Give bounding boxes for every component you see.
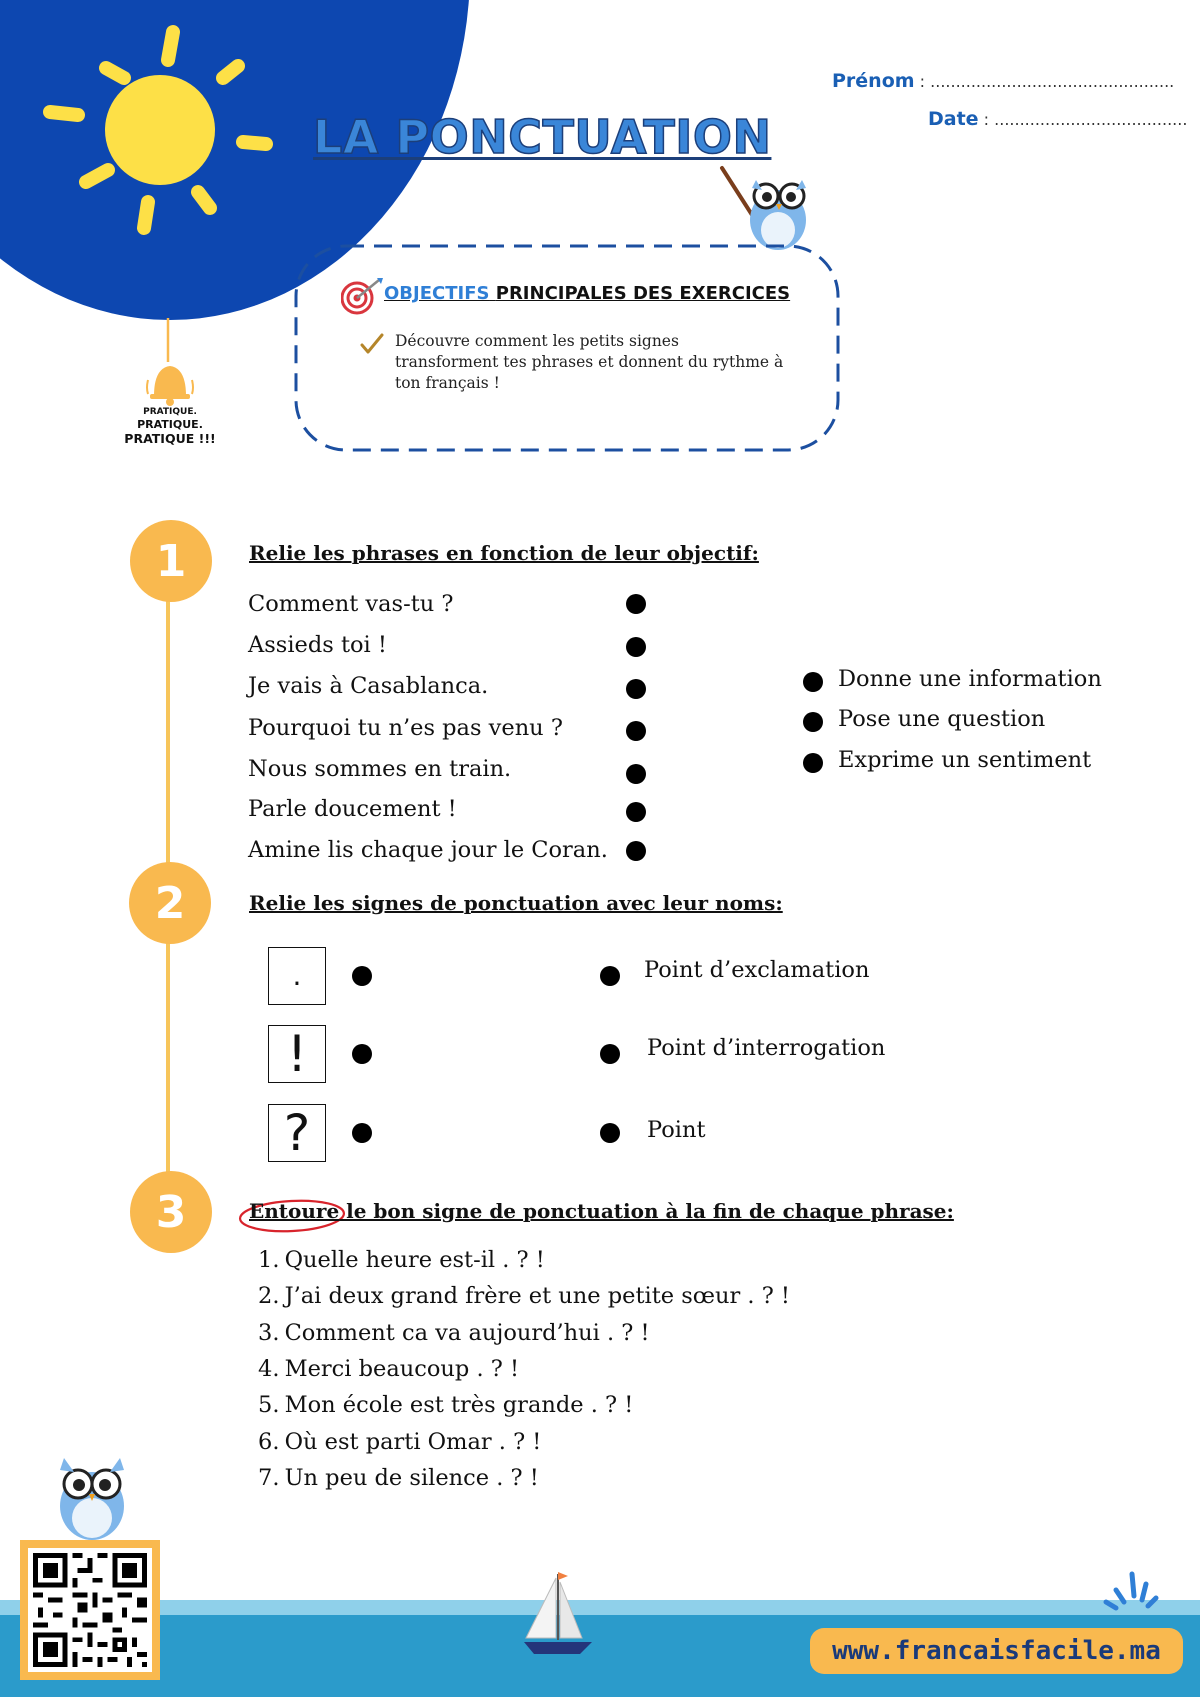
list-item [258,1320,650,1346]
date-field[interactable] [928,108,1187,130]
ex2-name: Point d’exclamation [644,957,870,983]
exercise-3-heading-rest: le bon signe de ponctuation à la fin de chaque phrase: [339,1199,954,1223]
ex1-objective: Exprime un sentiment [838,747,1092,773]
ex2-sign-dot[interactable] [352,1044,372,1064]
list-item-text[interactable]: Merci beaucoup . ? ! [284,1356,519,1382]
ex1-sentence-dot[interactable] [626,721,646,741]
list-item-text[interactable]: Quelle heure est-il . ? ! [284,1247,545,1273]
sailboat-icon [520,1568,596,1658]
ex1-sentence-dot[interactable] [626,637,646,657]
ex1-sentence-dot[interactable] [626,679,646,699]
ex1-sentence: Parle doucement ! [248,796,457,822]
bell-text-line3: PRATIQUE !!! [124,431,216,446]
list-item [258,1356,519,1382]
objectives-title-blue: OBJECTIFS [384,283,490,304]
ex2-name: Point [647,1117,706,1143]
ex2-name: Point d’interrogation [647,1035,886,1061]
list-item-text[interactable]: J’ai deux grand frère et une petite sœur . ? ! [284,1283,790,1309]
list-item-number: 7. [258,1465,280,1491]
sign-box-period: . [268,947,326,1005]
list-item [258,1465,539,1491]
list-item [258,1283,790,1309]
list-item-number: 4. [258,1356,280,1382]
ex1-sentence: Assieds toi ! [248,632,387,658]
date-colon: : [983,110,990,129]
prenom-label: Prénom [832,70,915,92]
list-item-text[interactable]: Où est parti Omar . ? ! [284,1429,542,1455]
list-item-number: 2. [258,1283,280,1309]
objectives-title [384,283,790,304]
ex1-sentence: Amine lis chaque jour le Coran. [248,837,608,863]
date-label: Date [928,108,979,130]
prenom-line[interactable]: ................................................ [930,72,1175,91]
list-item-number: 5. [258,1392,280,1418]
objectives-text: Découvre comment les petits signes transforment tes phrases et donnent du rythme à ton français ! [395,332,784,392]
sign-box-question: ? [268,1104,326,1162]
bell-text-line1: PRATIQUE. [143,407,197,417]
ex2-sign-dot[interactable] [352,966,372,986]
ex1-objective-dot[interactable] [803,753,823,773]
list-item [258,1247,545,1273]
ex2-sign-dot[interactable] [352,1123,372,1143]
list-item-number: 3. [258,1320,280,1346]
website-url[interactable]: www.francaisfacile.ma [810,1628,1183,1674]
prenom-field[interactable] [832,70,1174,92]
bell-text-line2: PRATIQUE. [137,418,203,431]
ex1-objective: Donne une information [838,666,1102,692]
list-item-number: 1. [258,1247,280,1273]
ex1-sentence: Nous sommes en train. [248,756,512,782]
exercise-3-number: 3 [130,1171,212,1253]
prenom-colon: : [919,72,926,91]
objectives-title-rest: PRINCIPALES DES EXERCICES [495,283,791,304]
ex1-sentence: Pourquoi tu n’es pas venu ? [248,715,563,741]
list-item-text[interactable]: Mon école est très grande . ? ! [284,1392,634,1418]
bell-icon [144,318,196,408]
exercise-2-heading: Relie les signes de ponctuation avec leur noms: [249,891,783,915]
list-item [258,1392,633,1418]
ex1-sentence: Je vais à Casablanca. [248,673,489,699]
ex1-sentence: Comment vas-tu ? [248,591,454,617]
exercise-1-number: 1 [130,520,212,602]
splash-icon [1100,1568,1160,1616]
ex1-sentence-dot[interactable] [626,841,646,861]
exercise-3-heading-circled: Entoure [249,1199,340,1223]
exercise-2-number: 2 [129,862,211,944]
ex2-name-dot[interactable] [600,966,620,986]
list-item [258,1429,541,1455]
target-icon [341,276,385,316]
ex1-objective: Pose une question [838,706,1046,732]
exercise-1-heading: Relie les phrases en fonction de leur objectif: [249,541,759,565]
date-line[interactable]: ...................................... [994,110,1188,129]
exercise-3-heading [249,1199,954,1223]
list-item-text[interactable]: Un peu de silence . ? ! [284,1465,539,1491]
list-item-text[interactable]: Comment ca va aujourd’hui . ? ! [284,1320,650,1346]
ex2-name-dot[interactable] [600,1044,620,1064]
qr-code-icon[interactable] [28,1548,152,1672]
sun-icon [38,20,278,240]
owl-icon [48,1444,136,1544]
ex2-name-dot[interactable] [600,1123,620,1143]
ex1-objective-dot[interactable] [803,712,823,732]
checkmark-icon [360,333,384,355]
ex1-objective-dot[interactable] [803,672,823,692]
list-item-number: 6. [258,1429,280,1455]
page-title: LA PONCTUATION [313,110,772,164]
ex1-sentence-dot[interactable] [626,802,646,822]
sign-box-exclamation: ! [268,1025,326,1083]
ex1-sentence-dot[interactable] [626,594,646,614]
ex1-sentence-dot[interactable] [626,764,646,784]
